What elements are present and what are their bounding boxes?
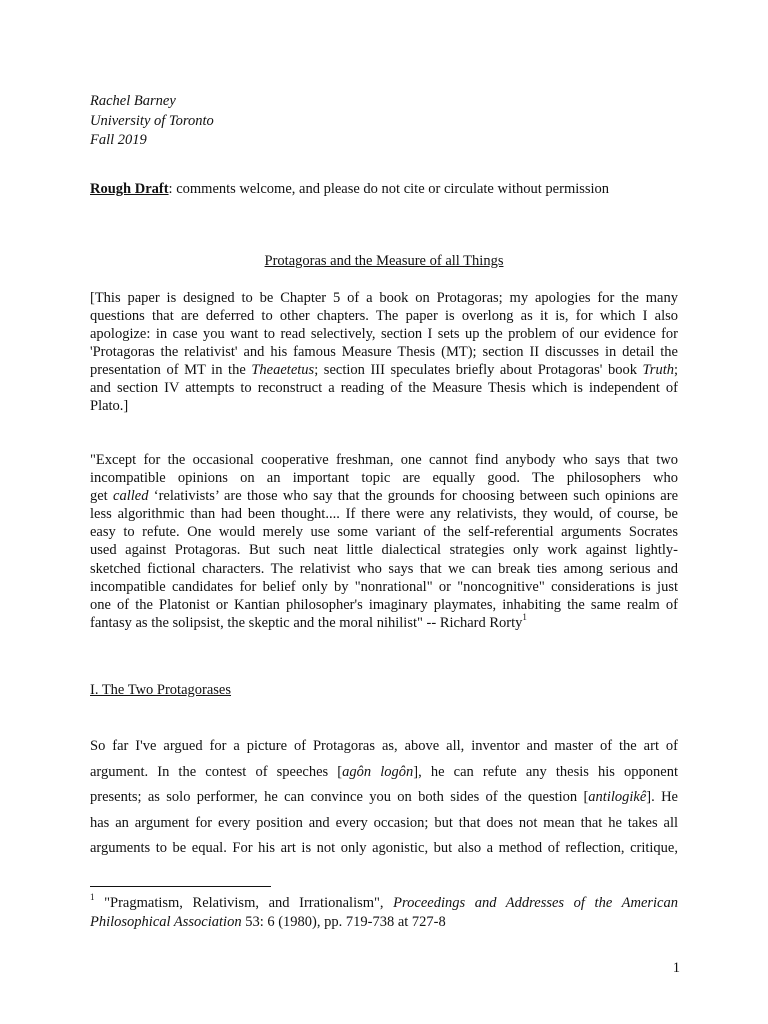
intro-text: ; section III speculates briefly about Protagoras' book xyxy=(314,362,643,378)
theaetetus-italic: Theaetetus xyxy=(251,362,315,378)
called-italic: called xyxy=(113,488,149,505)
quote-line xyxy=(90,614,678,632)
quote-line: sketched fictional characters. The relativist who says that we can break ties among serious and xyxy=(90,560,678,577)
epigraph-quote xyxy=(90,451,678,632)
intro-line: Plato.] xyxy=(90,398,129,414)
intro-line: questions that are deferred to other chapters. The paper is overlong as it is, for which I also xyxy=(90,308,678,324)
quote-line: one of the Platonist or Kantian philosopher's imaginary playmates, inhabiting the same realm of xyxy=(90,596,678,613)
intro-line: apologize: in case you want to read selectively, section I sets up the problem of our evidence for xyxy=(90,326,678,342)
body-line: So far I've argued for a picture of Protagoras as, above all, inventor and master of the art of xyxy=(90,738,678,754)
quote-text: fantasy as the solipsist, the skeptic and the moral nihilist" -- Richard Rorty xyxy=(90,614,523,631)
quote-line: incompatible opinions on an important topic are equally good. The philosophers who xyxy=(90,470,678,487)
journal-title-italic: Proceedings and Addresses of the American xyxy=(393,895,678,911)
footnote-line xyxy=(90,913,678,932)
body-line: arguments to be equal. For his art is not only agonistic, but also a method of reflection, critique, xyxy=(90,840,678,857)
intro-text: ; xyxy=(673,362,678,378)
quote-line: incompatible candidates for belief only by "nonrational" or "noncognitive" considerations is just xyxy=(90,578,678,595)
intro-text: presentation of MT in the xyxy=(90,362,252,378)
footnote-number: 1 xyxy=(90,892,95,903)
footnote xyxy=(90,894,678,932)
author-date: Fall 2019 xyxy=(90,132,147,148)
quote-line: easy to refute. One would merely use some variant of the self-referential arguments Socrates xyxy=(90,524,678,541)
draft-note xyxy=(90,181,609,198)
intro-paragraph xyxy=(90,289,678,415)
quote-text: ‘relativists’ are those who say that the grounds for choosing between such opinions are xyxy=(148,488,679,505)
intro-line xyxy=(90,361,678,379)
footnote-line xyxy=(90,894,678,913)
author-name: Rachel Barney xyxy=(90,93,176,109)
page-number: 1 xyxy=(672,960,680,976)
footnote-text: "Pragmatism, Relativism, and Irrationalism", xyxy=(94,895,394,911)
quote-line: used against Protagoras. But such neat little dialectical strategies only work against lightly- xyxy=(90,542,678,559)
quote-line: less algorithmic than had been thought.... If there were any relativists, they would, of course, be xyxy=(90,506,678,523)
author-affiliation: University of Toronto xyxy=(90,112,214,129)
body-line xyxy=(90,785,678,811)
paper-title: Protagoras and the Measure of all Things xyxy=(264,253,504,269)
body-text: ]. He xyxy=(646,789,678,806)
intro-line: 'Protagoras the relativist' and his famous Measure Thesis (MT); section II discusses in detail the xyxy=(90,344,678,360)
body-text: ], he can refute any thesis his opponent xyxy=(413,763,679,780)
section-heading: I. The Two Protagorases xyxy=(90,682,232,698)
antilogike-italic: antilogikê xyxy=(588,789,647,806)
journal-title-italic: Philosophical Association xyxy=(90,914,242,930)
body-paragraph xyxy=(90,734,678,862)
truth-italic: Truth xyxy=(642,362,674,378)
quote-line: "Except for the occasional cooperative freshman, one cannot find anybody who says that two xyxy=(90,452,678,468)
intro-line: and section IV attempts to reconstruct a reading of the Measure Thesis which is independent of xyxy=(90,380,678,396)
author-block xyxy=(90,92,214,151)
footnote-reference[interactable]: 1 xyxy=(522,612,527,623)
footnote-text: 53: 6 (1980), pp. 719-738 at 727-8 xyxy=(241,914,446,930)
agon-logon-italic: agôn logôn xyxy=(342,763,414,780)
footnote-divider xyxy=(90,886,271,887)
draft-note-text: : comments welcome, and please do not cite or circulate without permission xyxy=(168,181,610,197)
body-text: argument. In the contest of speeches [ xyxy=(90,763,343,780)
quote-text: get xyxy=(90,488,114,505)
draft-note-label: Rough Draft xyxy=(90,181,169,197)
intro-line: [This paper is designed to be Chapter 5 of a book on Protagoras; my apologies for the many xyxy=(90,290,678,306)
body-line: has an argument for every position and every occasion; but that does not mean that he takes all xyxy=(90,814,678,831)
body-line xyxy=(90,760,678,786)
quote-line xyxy=(90,487,678,505)
body-text: presents; as solo performer, he can convince you on both sides of the question [ xyxy=(90,789,589,806)
